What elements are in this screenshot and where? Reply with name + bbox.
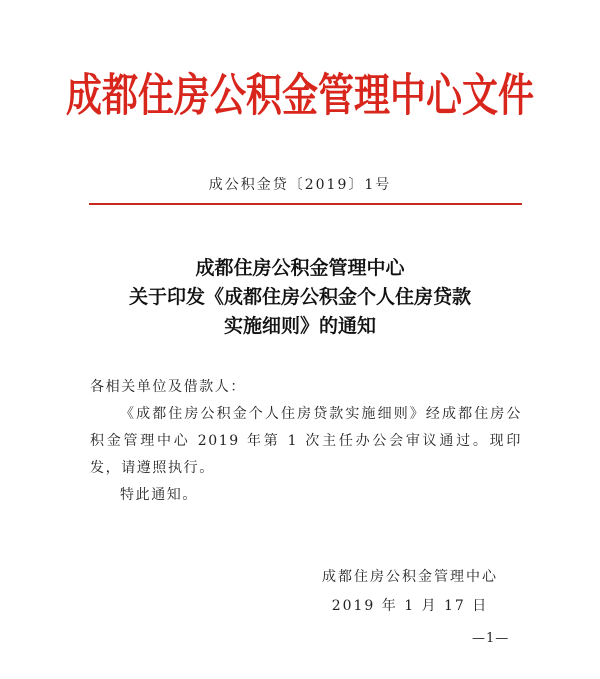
document-number: 成公积金贷〔2019〕1号 [208,177,392,193]
page-number: —1— [472,631,510,646]
notice-title-line-1: 成都住房公积金管理中心 [195,257,405,279]
signature-organization: 成都住房公积金管理中心 [322,569,498,585]
closing-line: 特此通知。 [120,487,198,503]
signature-date: 2019 年 1 月 17 日 [331,598,489,614]
red-divider-line [89,203,522,205]
notice-title [0,254,600,341]
notice-title-line-2: 关于印发《成都住房公积金个人住房贷款 [128,286,471,308]
document-header-title: 成都住房公积金管理中心文件 [65,69,534,122]
notice-title-line-3: 实施细则》的通知 [223,315,376,337]
salutation: 各相关单位及借款人： [90,379,246,395]
body-paragraph: 《成都住房公积金个人住房贷款实施细则》经成都住房公积金管理中心 2019 年第 1 次主任办公会审议通过。现印发，请遵照执行。 [90,406,522,476]
signature-block [322,565,498,619]
notice-body [90,374,522,509]
